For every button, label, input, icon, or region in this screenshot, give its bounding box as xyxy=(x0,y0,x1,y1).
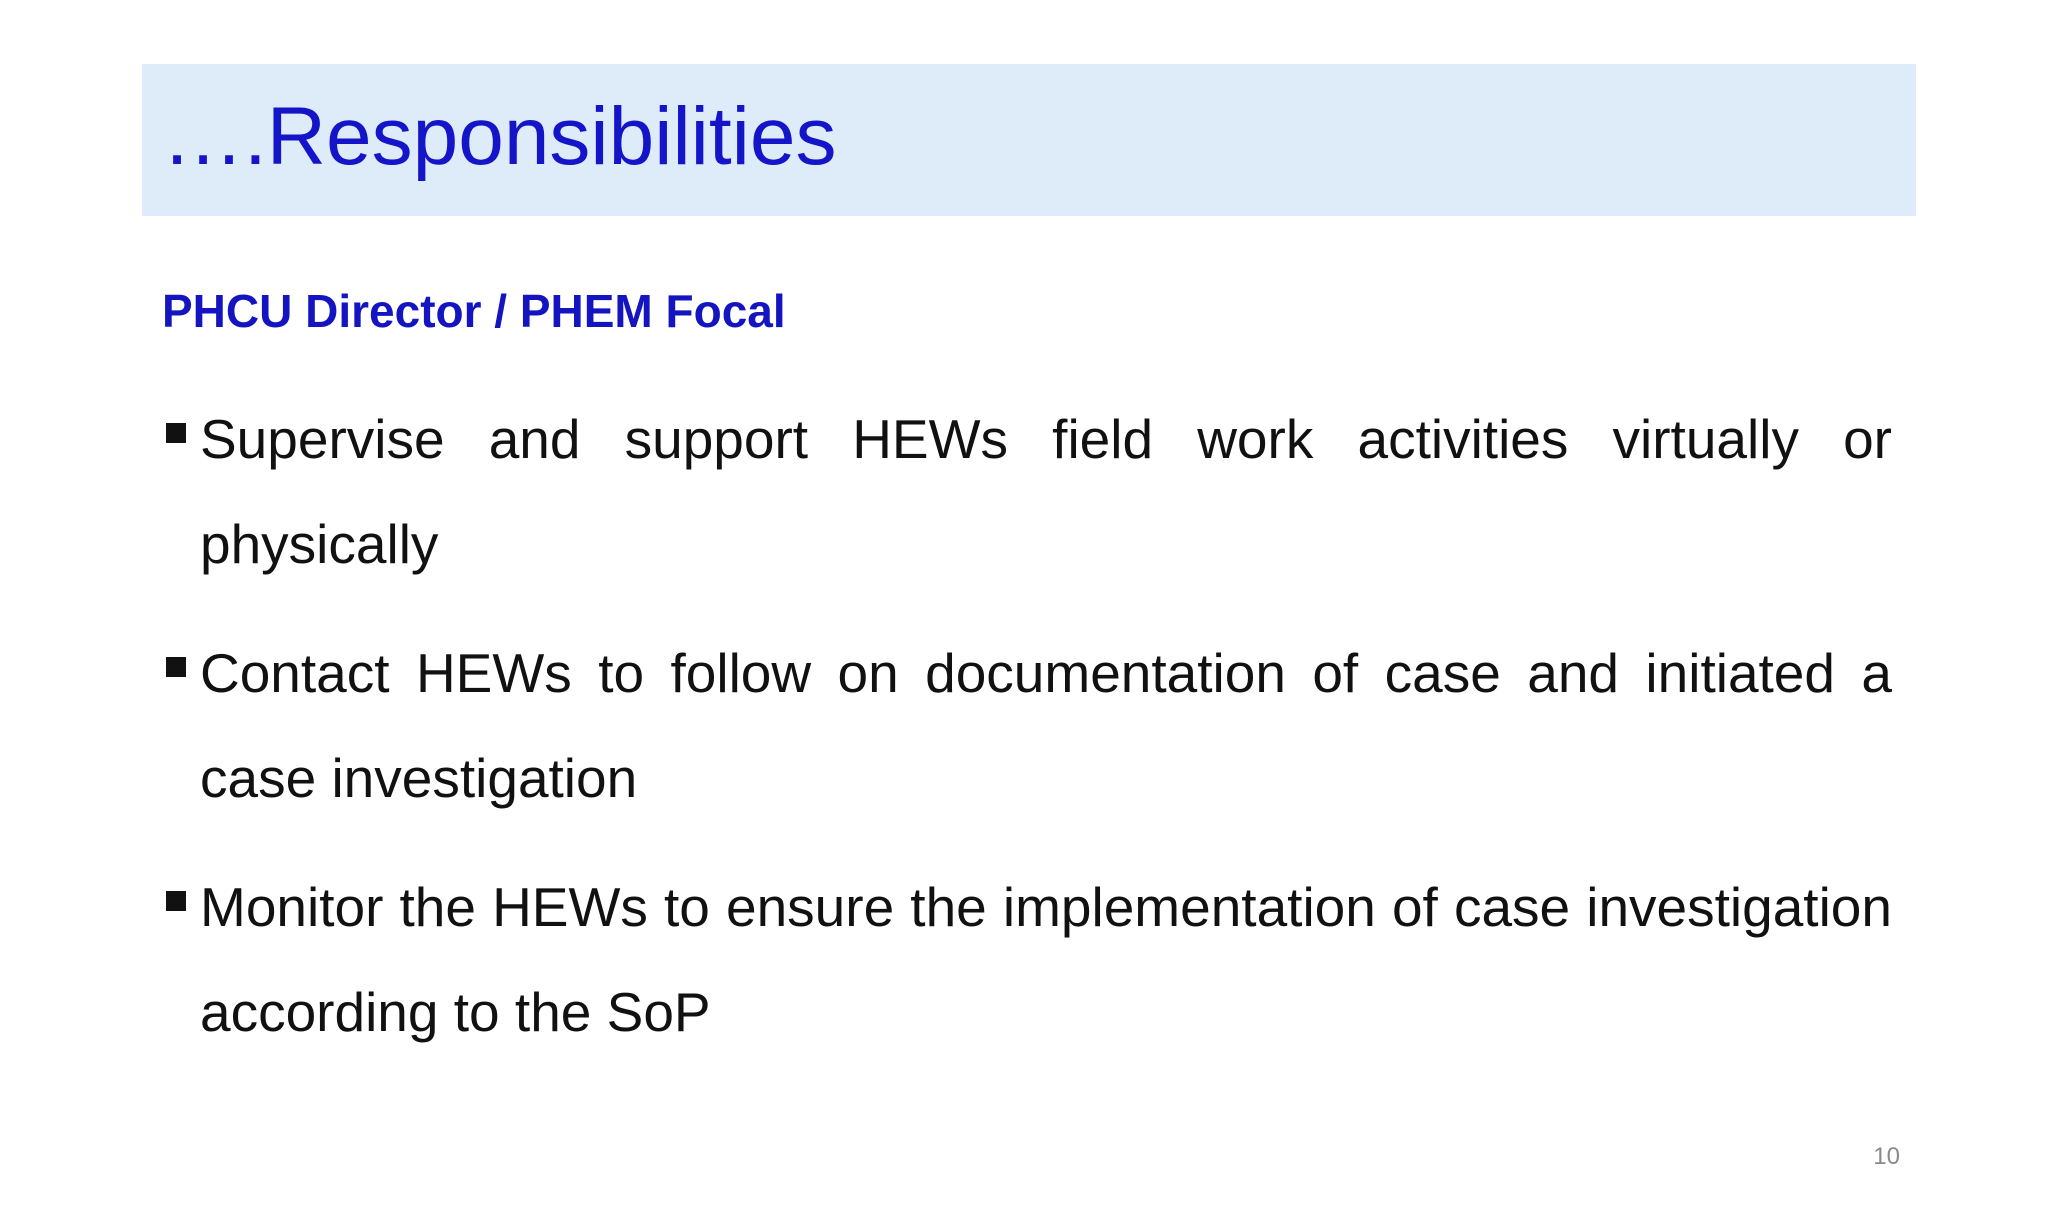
slide-title: ….Responsibilities xyxy=(162,91,837,182)
bullet-item xyxy=(162,387,1892,597)
bullet-text: Supervise and support HEWs field work activities virtually or physically xyxy=(200,408,1892,575)
bullet-list xyxy=(162,387,1892,1089)
square-bullet-icon xyxy=(166,891,186,911)
bullet-item xyxy=(162,855,1892,1065)
title-band xyxy=(142,64,1916,216)
page-number: 10 xyxy=(1873,1143,1900,1170)
slide-subtitle: PHCU Director / PHEM Focal xyxy=(162,285,786,337)
square-bullet-icon xyxy=(166,423,186,443)
bullet-item xyxy=(162,621,1892,831)
bullet-text: Monitor the HEWs to ensure the implementation of case investigation according to the SoP xyxy=(200,876,1892,1043)
square-bullet-icon xyxy=(166,657,186,677)
bullet-text: Contact HEWs to follow on documentation of case and initiated a case investigation xyxy=(200,642,1892,809)
